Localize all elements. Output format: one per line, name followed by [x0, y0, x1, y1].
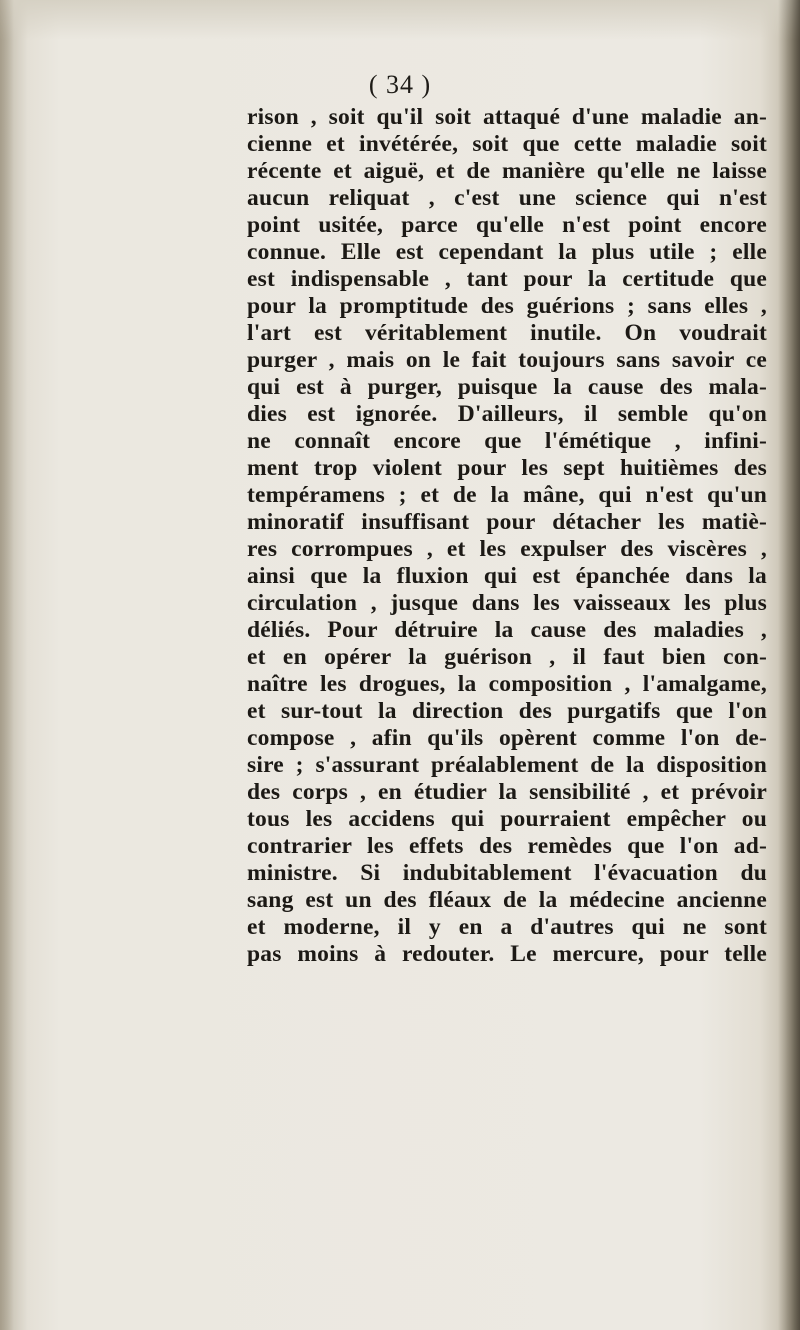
- page-number: ( 34 ): [368, 70, 432, 99]
- text-line: sire ; s'assurant préalablement de la disposition: [247, 752, 767, 778]
- text-line: ainsi que la fluxion qui est épanchée dans la: [247, 563, 767, 589]
- text-line: et moderne, il y en a d'autres qui ne sont: [247, 914, 767, 940]
- text-line: récente et aiguë, et de manière qu'elle ne laisse: [247, 158, 767, 184]
- text-line: déliés. Pour détruire la cause des maladies ,: [247, 617, 767, 643]
- text-line: et en opérer la guérison , il faut bien con-: [247, 644, 767, 670]
- text-line: ne connaît encore que l'émétique , infini-: [247, 428, 767, 454]
- text-line: dies est ignorée. D'ailleurs, il semble qu'on: [247, 401, 767, 427]
- page-gutter-shadow: [778, 0, 800, 1330]
- text-line: naître les drogues, la composition , l'amalgame,: [247, 671, 767, 697]
- body-text: [247, 104, 767, 968]
- page-left-edge: [0, 0, 14, 1330]
- text-line: aucun reliquat , c'est une science qui n'est: [247, 185, 767, 211]
- text-line: et sur-tout la direction des purgatifs que l'on: [247, 698, 767, 724]
- text-line: tous les accidens qui pourraient empêcher ou: [247, 806, 767, 832]
- text-line: sang est un des fléaux de la médecine ancienne: [247, 887, 767, 913]
- text-line: qui est à purger, puisque la cause des mala-: [247, 374, 767, 400]
- text-line: minoratif insuffisant pour détacher les matiè-: [247, 509, 767, 535]
- text-line: l'art est véritablement inutile. On voudrait: [247, 320, 767, 346]
- text-line: ment trop violent pour les sept huitièmes des: [247, 455, 767, 481]
- text-line: res corrompues , et les expulser des viscères ,: [247, 536, 767, 562]
- text-line: connue. Elle est cependant la plus utile ; elle: [247, 239, 767, 265]
- text-line: est indispensable , tant pour la certitude que: [247, 266, 767, 292]
- text-line: pour la promptitude des guérions ; sans elles ,: [247, 293, 767, 319]
- text-line: contrarier les effets des remèdes que l'on ad-: [247, 833, 767, 859]
- text-line: ministre. Si indubitablement l'évacuation du: [247, 860, 767, 886]
- text-line: circulation , jusque dans les vaisseaux les plus: [247, 590, 767, 616]
- text-line: point usitée, parce qu'elle n'est point encore: [247, 212, 767, 238]
- text-line: pas moins à redouter. Le mercure, pour telle: [247, 941, 767, 967]
- text-line: tempéramens ; et de la mâne, qui n'est qu'un: [247, 482, 767, 508]
- text-line: compose , afin qu'ils opèrent comme l'on de-: [247, 725, 767, 751]
- text-line: des corps , en étudier la sensibilité , et prévoir: [247, 779, 767, 805]
- text-line: purger , mais on le fait toujours sans savoir ce: [247, 347, 767, 373]
- text-line: cienne et invétérée, soit que cette maladie soit: [247, 131, 767, 157]
- text-line: rison , soit qu'il soit attaqué d'une maladie an-: [247, 104, 767, 130]
